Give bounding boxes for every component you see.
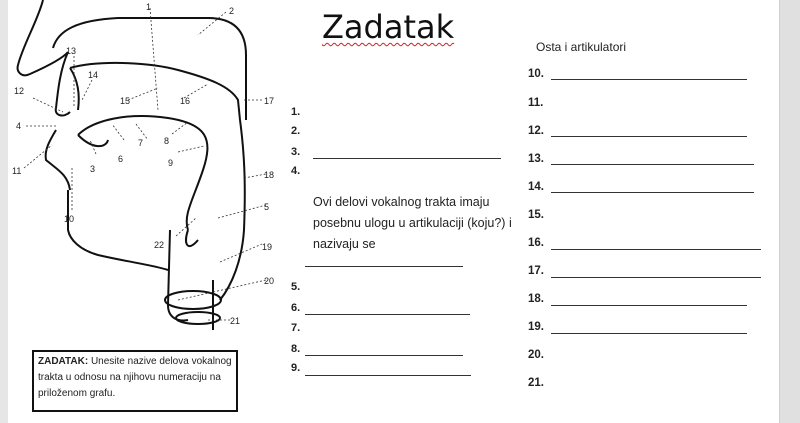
answer-line[interactable] [305,355,463,356]
list-item-number: 3. [291,146,301,158]
scrollbar-rail[interactable] [779,0,800,423]
list-item-number: 6. [291,302,301,314]
list-item-number: 14. [528,181,544,193]
list-item-number: 21. [528,377,544,389]
answer-line[interactable] [305,375,471,376]
diagram-label-17: 17 [264,96,275,106]
task-label: ZADATAK: [38,356,89,367]
diagram-label-11: 11 [12,166,22,176]
diagram-label-22: 22 [154,240,165,250]
list-item-number: 13. [528,153,544,165]
list-item-number: 16. [528,237,544,249]
answer-line[interactable] [551,249,761,250]
answer-line[interactable] [551,164,754,165]
page-title: Zadatak [322,8,455,46]
answer-line[interactable] [551,136,747,137]
list-item-number: 12. [528,125,544,137]
diagram-label-13: 13 [66,46,77,56]
answer-line[interactable] [551,305,747,306]
answer-line[interactable] [551,79,747,80]
list-item-number: 15. [528,209,544,221]
answer-line[interactable] [305,266,463,267]
list-item-number: 8. [291,343,301,355]
diagram-label-9: 9 [168,158,174,168]
diagram-label-3: 3 [90,164,96,174]
list-item-number: 19. [528,321,544,333]
diagram-label-15: 15 [120,96,131,106]
diagram-label-4: 4 [16,121,22,131]
diagram-label-21: 21 [230,316,241,326]
list-item-number: 20. [528,349,544,361]
list-item-number: 1. [291,106,301,118]
diagram-label-14: 14 [88,70,99,80]
vocal-tract-diagram [8,0,301,345]
instruction-paragraph: Ovi delovi vokalnog trakta imaju posebnu ulogu u artikulaciji (koju?) i nazivaju se [313,195,512,251]
diagram-label-16: 16 [180,96,191,106]
list-item-number: 10. [528,68,544,80]
list-item-number: 11. [528,97,544,109]
diagram-label-7: 7 [138,138,144,148]
list-item-number: 2. [291,125,301,137]
diagram-label-18: 18 [264,170,275,180]
list-item-number: 7. [291,322,301,334]
diagram-label-6: 6 [118,154,124,164]
answer-line[interactable] [551,333,747,334]
task-box [32,350,238,412]
task-text: Unesite nazive delova vokalnog trakta u odnosu na njihovu numeraciju na priloženom grafu. [38,356,232,399]
diagram-label-19: 19 [262,242,273,252]
answer-line[interactable] [313,158,501,159]
list-item-number: 18. [528,293,544,305]
list-item-number: 17. [528,265,544,277]
diagram-label-20: 20 [264,276,275,286]
diagram-label-5: 5 [264,202,270,212]
answer-line[interactable] [305,314,470,315]
right-heading: Osta i artikulatori [536,40,627,54]
diagram-label-2: 2 [229,6,235,16]
answer-line[interactable] [551,192,754,193]
document-page [8,0,780,423]
answer-line[interactable] [551,277,761,278]
list-item-number: 5. [291,281,301,293]
diagram-label-8: 8 [164,136,170,146]
list-item-number: 9. [291,362,301,374]
diagram-label-12: 12 [14,86,25,96]
diagram-label-1: 1 [146,2,152,12]
list-item-number: 4. [291,165,301,177]
diagram-label-10: 10 [64,214,75,224]
